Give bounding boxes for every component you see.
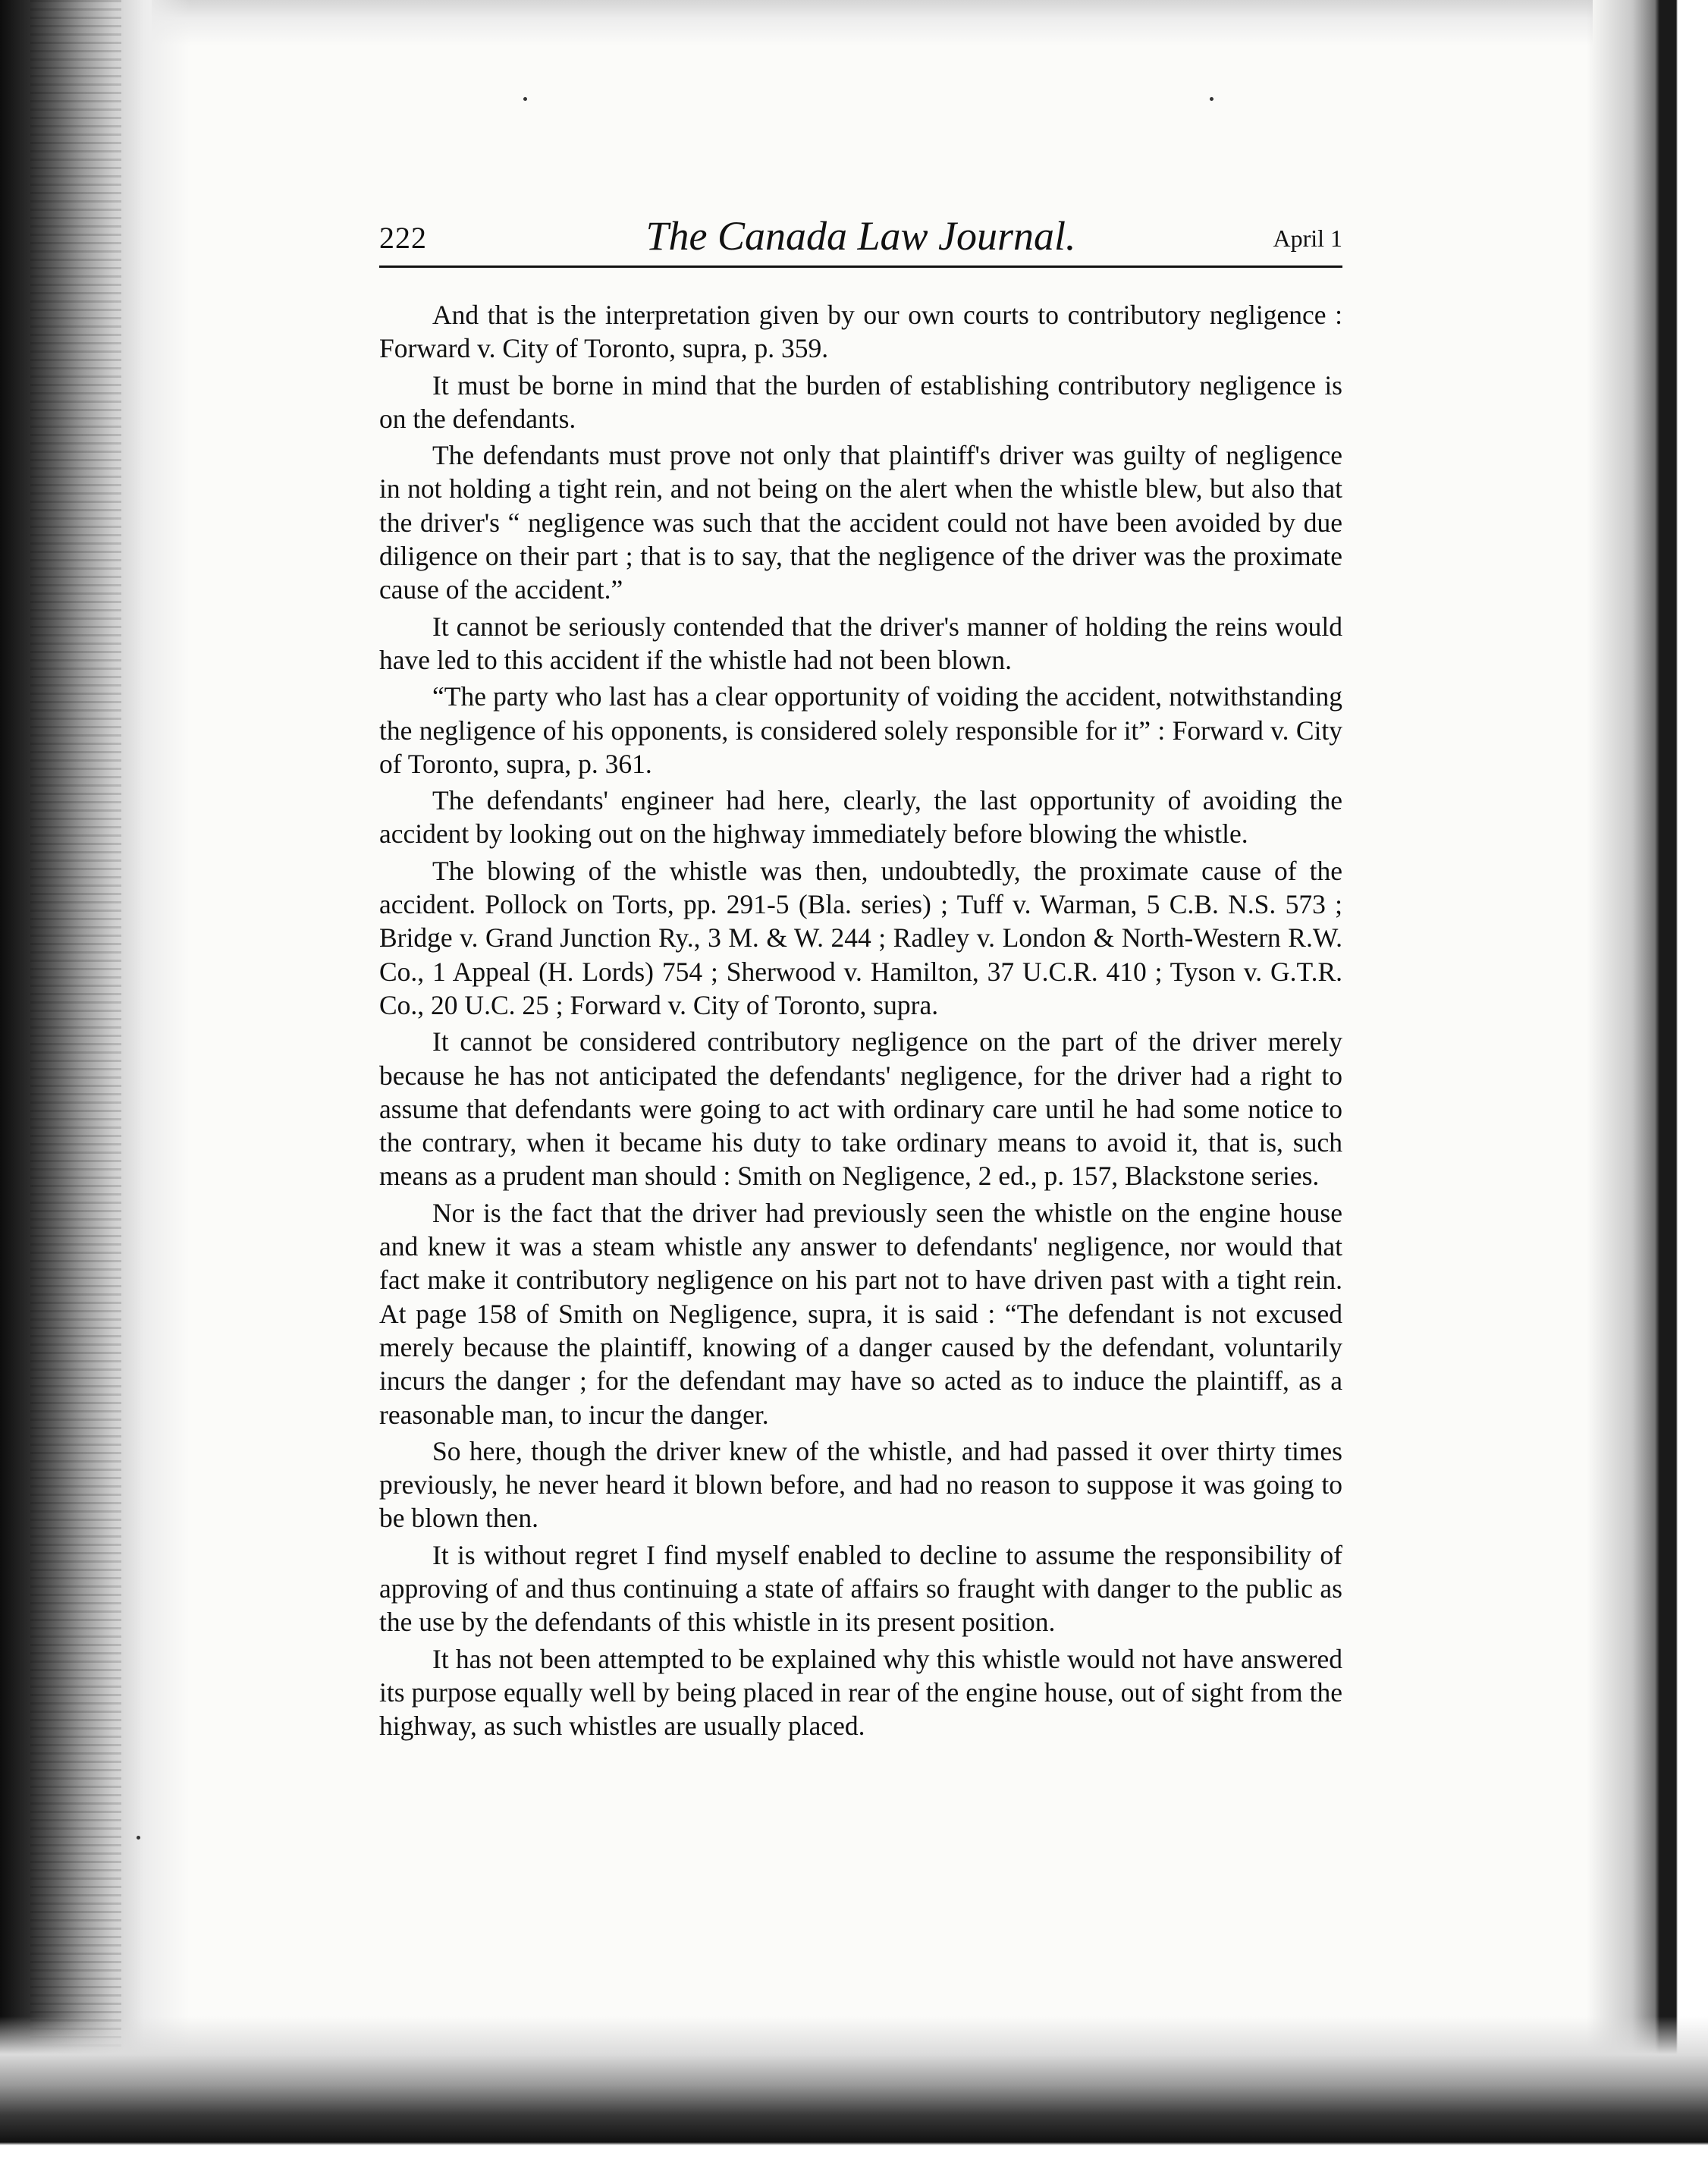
page-edge-bottom <box>0 2016 1708 2168</box>
scan-speck <box>523 97 527 101</box>
paragraph: It must be borne in mind that the burden of establishing contributory negligence is on the defendants. <box>379 369 1342 434</box>
paragraph: It has not been attempted to be explained why this whistle would not have answered its purpose equally well by being placed in rear of the engine house, out of sight from the highway, as such whistles are usually placed. <box>379 1643 1342 1742</box>
top-edge-shadow <box>152 0 1593 46</box>
paragraph: The defendants' engineer had here, clearly, the last opportunity of avoiding the accident by looking out on the highway immediately before blowing the whistle. <box>379 785 1342 850</box>
issue-date: April 1 <box>1273 225 1342 252</box>
scan-speck <box>1210 97 1213 101</box>
running-head <box>379 212 1342 268</box>
paragraph: The blowing of the whistle was then, undoubtedly, the proximate cause of the accident. Pollock on Torts, pp. 291-5 (Bla. series) ; Tuff v. Warman, 5 C.B. N.S. 573 ; Bridge v. Grand Junction Ry., 3 M. & W. 244 ; Radley v. London & North-Western R.W. Co., 1 Appeal (H. Lords) 754 ; Sherwood v. Hamilton, 37 U.C.R. 410 ; Tyson v. G.T.R. Co., 20 U.C. 25 ; Forward v. City of Toronto, supra. <box>379 855 1342 1020</box>
paragraph: And that is the interpretation given by our own courts to contributory negligence : Forward v. City of Toronto, supra, p. 359. <box>379 300 1342 364</box>
paragraph: Nor is the fact that the driver had previously seen the whistle on the engine house and knew it was a steam whistle any answer to defendants' negligence, nor would that fact make it contributory negligence on his part not to have driven past with a tight rein. At page 158 of Smith on Negligence, supra, it is said : “The defendant is not excused merely because the plaintiff, knowing of a danger caused by the defendant, voluntarily incurs the danger ; for the defendant may have so acted as to induce the plaintiff, as a reasonable man, to incur the danger. <box>379 1197 1342 1430</box>
scan-speck <box>137 1836 140 1840</box>
paragraph: “The party who last has a clear opportunity of voiding the accident, notwithstanding the negligence of his opponents, is considered solely responsible for it” : Forward v. City of Toronto, supra, p. 361. <box>379 681 1342 779</box>
page-edge-right <box>1587 0 1708 2168</box>
paragraph: It is without regret I find myself enabled to decline to assume the responsibility of approving of and thus continuing a state of affairs so fraught with danger to the public as the use by the defendants of this whistle in its present position. <box>379 1539 1342 1638</box>
journal-title: The Canada Law Journal. <box>645 213 1076 259</box>
body-text <box>379 298 1342 1742</box>
paragraph: So here, though the driver knew of the whistle, and had passed it over thirty times previously, he never heard it blown before, and had no reason to suppose it was going to be blown then. <box>379 1435 1342 1534</box>
journal-page <box>379 212 1342 1745</box>
binding-texture-left <box>30 0 121 2168</box>
paragraph: It cannot be seriously contended that the driver's manner of holding the reins would have led to this accident if the whistle had not been blown. <box>379 611 1342 675</box>
paragraph: It cannot be considered contributory negligence on the part of the driver merely because he has not anticipated the defendants' negligence, for the driver had a right to assume that defendants were going to act with ordinary care until he had some notice to the contrary, when it became his duty to take ordinary means to avoid it, that is, such means as a prudent man should : Smith on Negligence, 2 ed., p. 157, Blackstone series. <box>379 1026 1342 1192</box>
page-number: 222 <box>379 221 427 255</box>
paragraph: The defendants must prove not only that plaintiff's driver was guilty of negligence in not holding a tight rein, and not being on the alert when the whistle blew, but also that the driver's “ negligence was such that the accident could not have been avoided by due diligence on their part ; that is to say, that the negligence of the driver was the proximate cause of the accident.” <box>379 440 1342 605</box>
